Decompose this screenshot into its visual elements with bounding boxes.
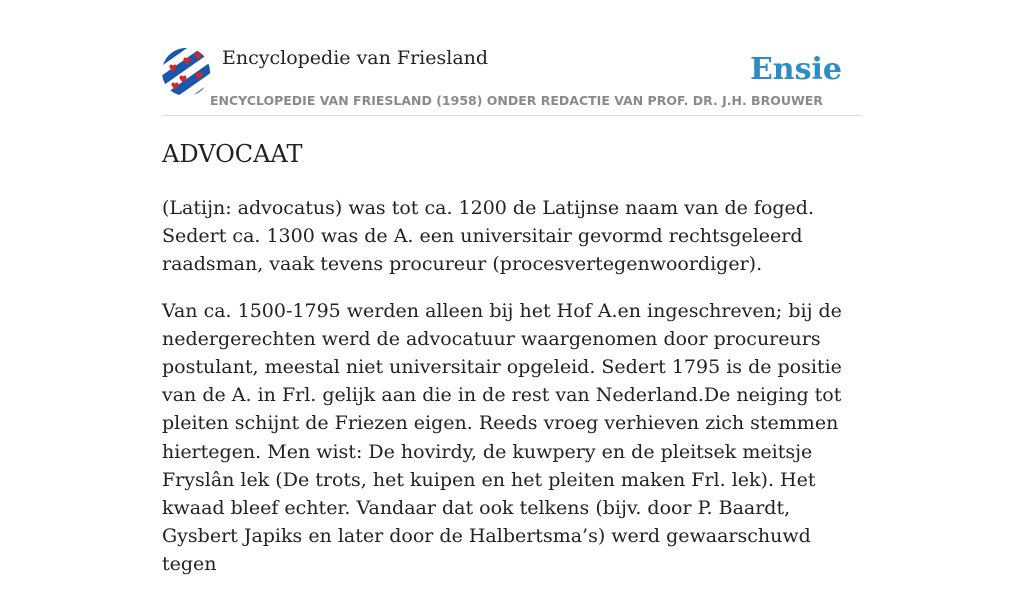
article-title: ADVOCAAT	[162, 140, 303, 168]
friesland-flag-icon[interactable]	[162, 48, 210, 96]
article	[162, 136, 862, 597]
article-paragraph: Van ca. 1500-1795 werden alleen bij het Hof A.en ingeschreven; bij de nedergerechten werd de advocatuur waargenomen door procureurs postulant, meestal niet universitair opgeleid. Sedert 1795 is de positie van de A. in Frl. gelijk aan die in de rest van Nederland.De neiging tot pleiten schijnt de Friezen eigen. Reeds vroeg verhieven zich stemmen hiertegen. Men wist: De hovirdy, de kuwpery en de pleitsek meitsje Fryslân lek (De trots, het kuipen en het pleiten maken Frl. lek). Het kwaad bleef echter. Vandaar dat ook telkens (bijv. door P. Baardt, Gysbert Japiks en later door de Halbertsma’s) werd gewaarschuwd tegen	[162, 299, 842, 576]
site-subtitle: ENCYCLOPEDIE VAN FRIESLAND (1958) ONDER REDACTIE VAN PROF. DR. J.H. BROUWER	[210, 93, 823, 108]
site-title[interactable]: Encyclopedie van Friesland	[222, 47, 489, 69]
article-paragraph: (Latijn: advocatus) was tot ca. 1200 de Latijnse naam van de foged. Sedert ca. 1300 was de A. een universitair gevormd rechtsgeleerd raadsman, vaak tevens procureur (procesvertegenwoordiger).	[162, 197, 814, 276]
ensie-logo-link[interactable]: Ensie	[749, 52, 842, 87]
site-header	[162, 44, 862, 116]
